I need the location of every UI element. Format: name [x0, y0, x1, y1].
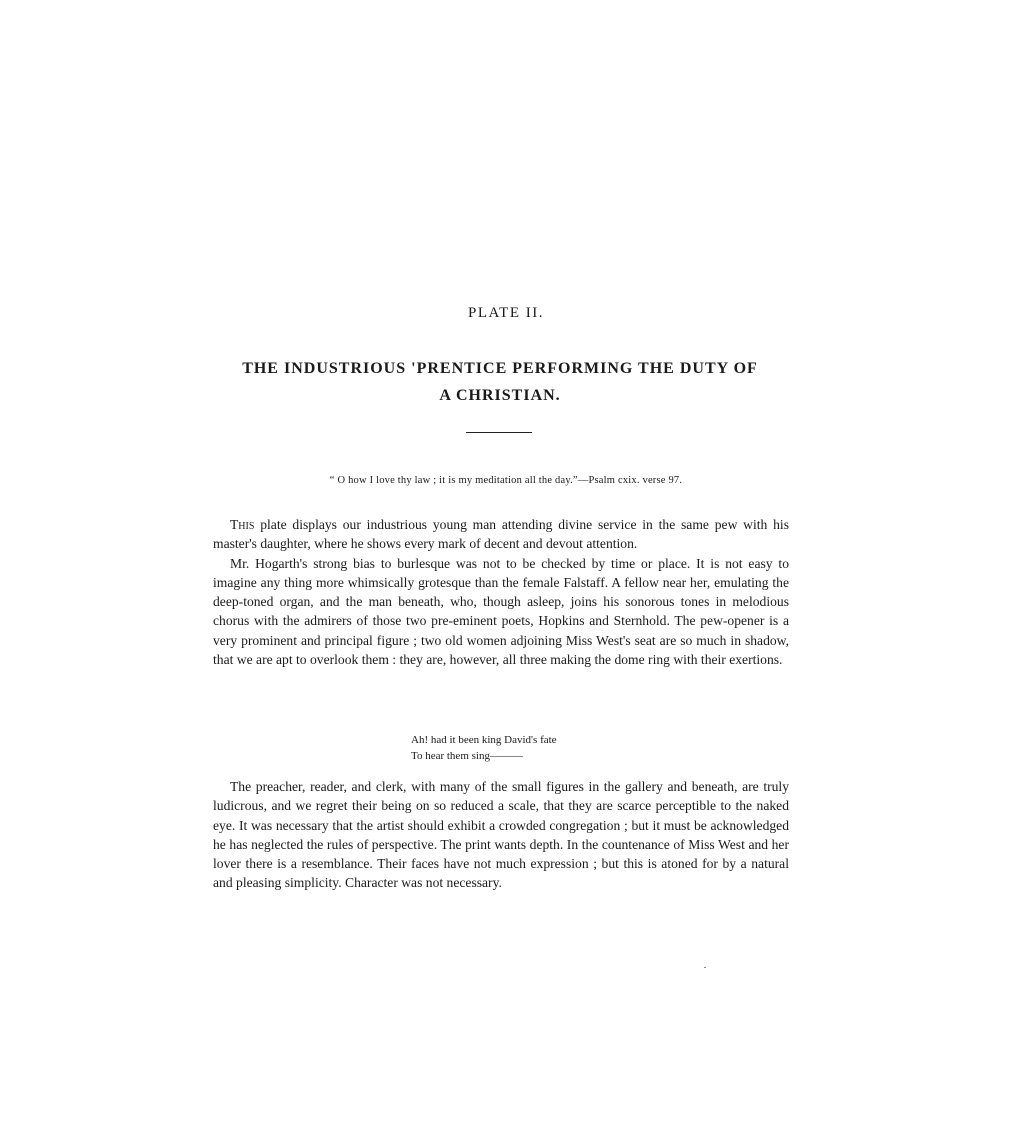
title-divider	[466, 432, 532, 433]
paragraph-3: The preacher, reader, and clerk, with many of the small figures in the gallery and beneath, are truly ludicrous, and we regret their being on so reduced a scale, that they are scarce perceptible to the naked eye. It was necessary that the artist should exhibit a crowded congregation ; but it must be acknowledged he has neglected the rules of perspective. The print wants depth. In the countenance of Miss West and her lover there is a resemblance. Their faces have not much expression ; but this is atoned for by a natural and pleasing simplicity. Character was not necessary.	[213, 779, 789, 891]
paragraph-2: Mr. Hogarth's strong bias to burlesque was not to be checked by time or place. It is not easy to imagine any thing more whimsically grotesque than the female Falstaff. A fellow near her, emulating the deep-toned organ, and the man beneath, who, though asleep, joins his sonorous tones in melodious chorus with the admirers of those two pre-eminent poets, Hopkins and Sternhold. The pew-opener is a very prominent and principal figure ; two old women adjoining Miss West's seat are so much in shadow, that we are apt to overlook them : they are, however, all three making the dome ring with their exertions.	[213, 555, 789, 668]
paragraph-1-text: plate displays our industrious young man attending divine service in the same pew with his master's daughter, where he shows every mark of decent and devout attention.	[213, 517, 789, 552]
body-text-lower	[213, 777, 789, 893]
verse-line-1: Ah! had it been king David's fate	[411, 734, 557, 746]
chapter-title-line-2: A CHRISTIAN.	[439, 387, 561, 404]
plate-number: PLATE II.	[468, 305, 544, 321]
verse-quote	[411, 732, 557, 764]
body-text-upper	[213, 515, 789, 669]
paragraph-1	[213, 515, 789, 554]
chapter-title-line-1: THE INDUSTRIOUS 'PRENTICE PERFORMING THE DUTY OF	[242, 360, 758, 377]
epigraph-quote: “ O how I love thy law ; it is my meditation all the day.”—Psalm cxix. verse 97.	[329, 475, 683, 486]
page-speck	[704, 967, 706, 968]
paragraph-1-lead: This	[230, 517, 255, 532]
verse-line-2: To hear them sing———	[411, 750, 523, 762]
chapter-title	[200, 355, 800, 409]
